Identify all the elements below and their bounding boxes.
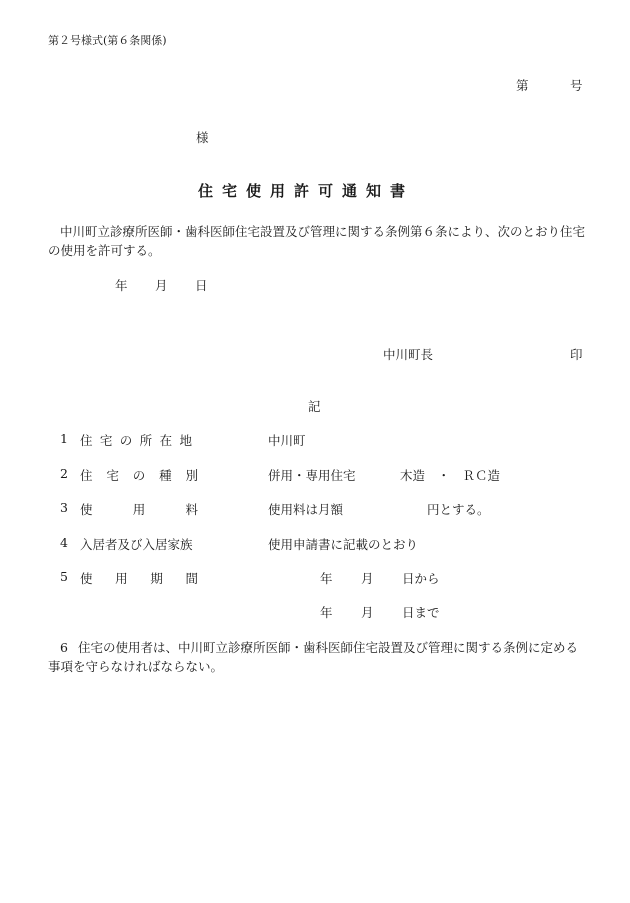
number-dai: 第 <box>516 78 529 93</box>
body-paragraph: 中川町立診療所医師・歯科医師住宅設置及び管理に関する条例第６条により、次のとおり住宅の使用を許可する。 <box>48 224 586 258</box>
period-start-month: 月 <box>361 571 374 586</box>
item-number: 4 <box>60 535 68 550</box>
item-value: 使用申請書に記載のとおり <box>268 537 419 552</box>
date-day: 日 <box>195 278 208 293</box>
note-paragraph <box>48 638 588 676</box>
note-text: 住宅の使用者は、中川町立診療所医師・歯科医師住宅設置及び管理に関する条例に定める事項を守らなければならない。 <box>48 640 578 674</box>
addressee-suffix: 様 <box>196 130 209 145</box>
form-label: 第２号様式(第６条関係) <box>48 34 167 47</box>
ki-heading: 記 <box>308 399 321 414</box>
item-label: 入居者及び入居家族 <box>80 537 193 552</box>
item-number: 5 <box>60 569 68 584</box>
item-label: 使 用 料 <box>80 502 198 517</box>
period-start-year: 年 <box>320 571 333 586</box>
issuer-name: 中川町長 <box>383 347 434 362</box>
document-title: 住宅使用許可通知書 <box>198 182 415 200</box>
note-number: 6 <box>60 640 68 655</box>
number-go: 号 <box>570 78 583 93</box>
item-label: 使 用 期 間 <box>80 571 198 586</box>
period-start-day: 日から <box>402 571 440 586</box>
item-label: 住 宅 の 種 別 <box>80 468 198 483</box>
period-end-day: 日まで <box>402 605 440 620</box>
item-value: 使用料は月額 <box>268 502 344 517</box>
item-value-structure: 木造 ・ ＲＣ造 <box>400 468 501 483</box>
item-value-suffix: 円とする。 <box>427 502 490 517</box>
item-number: 1 <box>60 431 68 446</box>
seal-mark: 印 <box>570 347 583 362</box>
period-end-month: 月 <box>361 605 374 620</box>
date-year: 年 <box>115 278 128 293</box>
item-label: 住 宅 の 所 在 地 <box>80 433 192 448</box>
item-number: 3 <box>60 500 68 515</box>
item-value: 併用・専用住宅 <box>268 468 356 483</box>
item-number: 2 <box>60 466 68 481</box>
date-month: 月 <box>155 278 168 293</box>
period-end-year: 年 <box>320 605 333 620</box>
item-value: 中川町 <box>268 433 306 448</box>
